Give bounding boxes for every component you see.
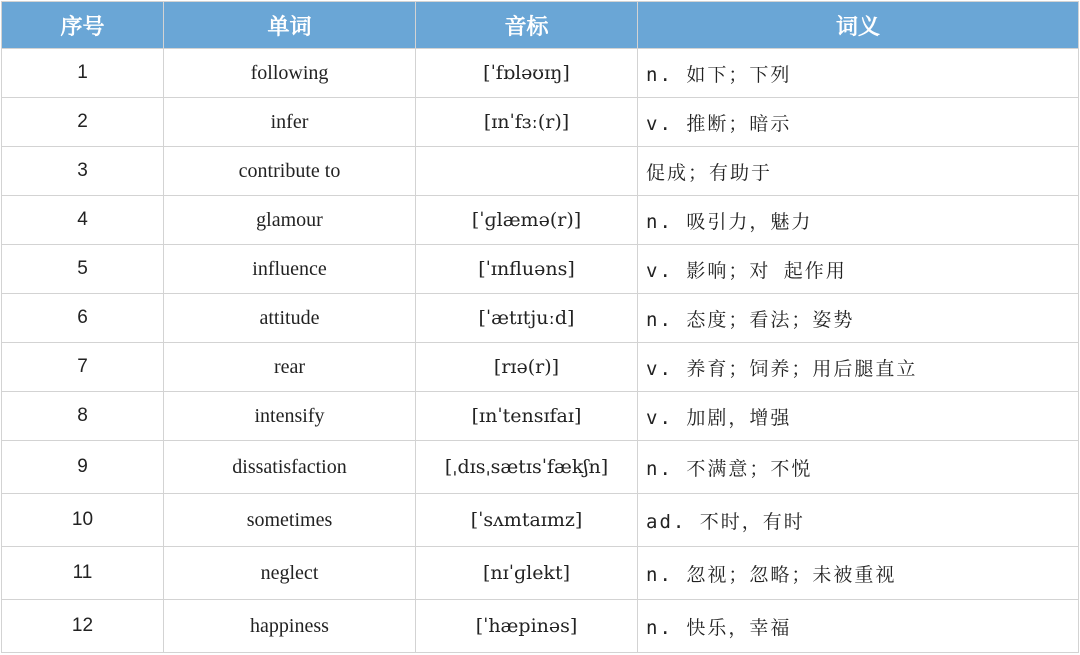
table-row: [2, 441, 1079, 494]
table-row: [2, 245, 1079, 294]
row-word: attitude: [164, 294, 416, 343]
row-phonetic: [ˈfɒləʊɪŋ]: [416, 49, 638, 98]
table-row: [2, 392, 1079, 441]
row-number: 3: [2, 147, 164, 196]
table-row: [2, 147, 1079, 196]
table-row: [2, 294, 1079, 343]
row-word: rear: [164, 343, 416, 392]
row-phonetic: [416, 147, 638, 196]
header-meaning: 词义: [638, 2, 1079, 49]
row-word: intensify: [164, 392, 416, 441]
row-phonetic: [ˈɡlæmə(r)]: [416, 196, 638, 245]
row-word: neglect: [164, 547, 416, 600]
row-meaning: n. 快乐，幸福: [638, 600, 1079, 653]
row-number: 11: [2, 547, 164, 600]
row-number: 2: [2, 98, 164, 147]
row-meaning: v. 养育；饲养；用后腿直立: [638, 343, 1079, 392]
row-word: influence: [164, 245, 416, 294]
row-word: dissatisfaction: [164, 441, 416, 494]
vocabulary-table: [1, 1, 1079, 653]
row-meaning: n. 如下；下列: [638, 49, 1079, 98]
table-row: [2, 494, 1079, 547]
row-phonetic: [ɪnˈfɜː(r)]: [416, 98, 638, 147]
row-meaning: n. 吸引力，魅力: [638, 196, 1079, 245]
row-number: 6: [2, 294, 164, 343]
row-number: 4: [2, 196, 164, 245]
table-header-row: [2, 2, 1079, 49]
header-index: 序号: [2, 2, 164, 49]
row-number: 10: [2, 494, 164, 547]
row-word: following: [164, 49, 416, 98]
row-phonetic: [nɪˈɡlekt]: [416, 547, 638, 600]
row-word: glamour: [164, 196, 416, 245]
row-phonetic: [ˌdɪsˌsætɪsˈfækʃn]: [416, 441, 638, 494]
row-phonetic: [ˈsʌmtaɪmz]: [416, 494, 638, 547]
table-row: [2, 98, 1079, 147]
row-phonetic: [ˈhæpinəs]: [416, 600, 638, 653]
table-row: [2, 600, 1079, 653]
row-meaning: 促成；有助于: [638, 147, 1079, 196]
row-meaning: n. 忽视；忽略；未被重视: [638, 547, 1079, 600]
row-meaning: v. 影响；对 起作用: [638, 245, 1079, 294]
row-number: 12: [2, 600, 164, 653]
row-word: happiness: [164, 600, 416, 653]
row-number: 7: [2, 343, 164, 392]
table-row: [2, 547, 1079, 600]
row-meaning: v. 加剧，增强: [638, 392, 1079, 441]
row-phonetic: [ˈɪnfluəns]: [416, 245, 638, 294]
row-word: contribute to: [164, 147, 416, 196]
row-meaning: v. 推断；暗示: [638, 98, 1079, 147]
table-row: [2, 49, 1079, 98]
row-phonetic: [ɪnˈtensɪfaɪ]: [416, 392, 638, 441]
row-phonetic: [rɪə(r)]: [416, 343, 638, 392]
row-word: infer: [164, 98, 416, 147]
row-number: 8: [2, 392, 164, 441]
row-meaning: n. 态度；看法；姿势: [638, 294, 1079, 343]
table-row: [2, 196, 1079, 245]
header-phonetic: 音标: [416, 2, 638, 49]
table-row: [2, 343, 1079, 392]
row-meaning: n. 不满意；不悦: [638, 441, 1079, 494]
row-number: 1: [2, 49, 164, 98]
row-number: 5: [2, 245, 164, 294]
header-word: 单词: [164, 2, 416, 49]
row-word: sometimes: [164, 494, 416, 547]
row-number: 9: [2, 441, 164, 494]
row-meaning: ad. 不时，有时: [638, 494, 1079, 547]
row-phonetic: [ˈætɪtjuːd]: [416, 294, 638, 343]
